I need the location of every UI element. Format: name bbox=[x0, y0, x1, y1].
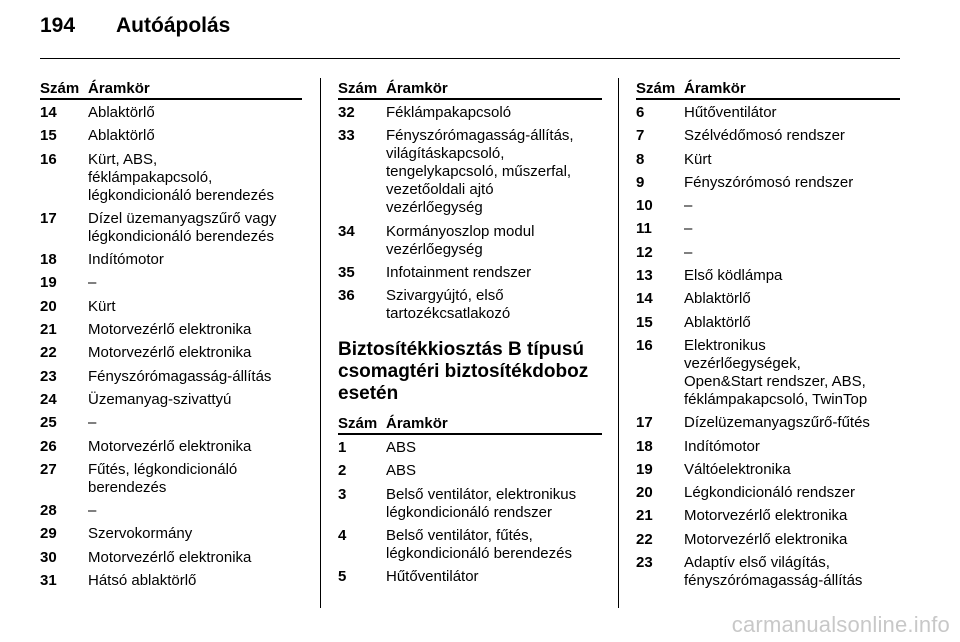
fuse-number: 6 bbox=[636, 104, 645, 121]
fuse-table-column-2 bbox=[338, 80, 602, 592]
circuit-description: Kürt bbox=[684, 150, 712, 168]
circuit-description: Belső ventilátor, fűtés, légkondicionáló berendezés bbox=[386, 527, 572, 563]
fuse-number: 29 bbox=[40, 525, 57, 543]
table-row bbox=[636, 127, 900, 145]
fuse-number: 17 bbox=[636, 414, 653, 432]
header-divider bbox=[40, 58, 900, 59]
circuit-description: Hűtőventilátor bbox=[386, 568, 479, 586]
table-row bbox=[40, 572, 302, 590]
column-divider bbox=[320, 78, 321, 608]
header-circuit: Áramkör bbox=[386, 415, 448, 433]
fuse-number: 10 bbox=[636, 197, 653, 215]
fuse-number: 14 bbox=[636, 290, 653, 308]
fuse-number: 35 bbox=[338, 263, 355, 281]
fuse-number: 21 bbox=[40, 321, 57, 339]
circuit-description: Első ködlámpa bbox=[684, 267, 783, 285]
table-row bbox=[338, 462, 602, 480]
fuse-number: 3 bbox=[338, 485, 347, 503]
circuit-description: ABS bbox=[386, 462, 417, 480]
table-row bbox=[636, 174, 900, 192]
table-row bbox=[636, 314, 900, 332]
circuit-description: Ablaktörlő bbox=[684, 290, 751, 308]
table-row bbox=[636, 151, 900, 169]
circuit-description: Üzemanyag-szivattyú bbox=[88, 390, 232, 408]
table-row bbox=[636, 414, 900, 432]
circuit-description: Szivargyújtó, első tartozékcsatlakozó bbox=[386, 287, 511, 323]
header-num: Szám bbox=[338, 415, 378, 433]
fuse-number: 18 bbox=[636, 437, 653, 455]
table-row bbox=[338, 127, 602, 217]
circuit-description: Fényszórómagasság-állítás, világításkapcsoló, tengelykapcsoló, műszerfal, vezetőoldali ajtó vezérlőegység bbox=[386, 127, 574, 217]
fuse-number: 8 bbox=[636, 150, 645, 168]
table-row bbox=[40, 210, 302, 246]
table-row bbox=[636, 220, 900, 238]
fuse-number: 19 bbox=[636, 460, 653, 478]
table-row bbox=[636, 461, 900, 479]
fuse-number: 18 bbox=[40, 251, 57, 269]
fuse-number: 25 bbox=[40, 414, 57, 432]
circuit-description: – bbox=[684, 220, 693, 238]
table-row bbox=[338, 264, 602, 282]
fuse-number: 15 bbox=[636, 313, 653, 331]
header-circuit: Áramkör bbox=[386, 80, 448, 97]
table-row bbox=[40, 525, 302, 543]
header-num: Szám bbox=[338, 80, 378, 97]
table-row bbox=[40, 251, 302, 269]
circuit-description: ABS bbox=[386, 439, 417, 457]
circuit-description: – bbox=[88, 414, 97, 432]
fuse-number: 28 bbox=[40, 502, 57, 520]
fuse-number: 16 bbox=[636, 336, 653, 354]
circuit-description: Motorvezérlő elektronika bbox=[684, 507, 848, 525]
fuse-number: 15 bbox=[40, 127, 57, 145]
circuit-description: Motorvezérlő elektronika bbox=[88, 321, 252, 339]
fuse-number: 5 bbox=[338, 568, 347, 586]
circuit-description: Váltóelektronika bbox=[684, 460, 791, 478]
fuse-table-column-3 bbox=[636, 80, 900, 595]
circuit-description: Hűtőventilátor bbox=[684, 104, 777, 121]
fuse-number: 30 bbox=[40, 548, 57, 566]
table-row bbox=[636, 507, 900, 525]
fuse-number: 1 bbox=[338, 439, 347, 457]
table-row bbox=[636, 337, 900, 409]
table-row bbox=[338, 223, 602, 259]
fuse-number: 26 bbox=[40, 437, 57, 455]
fuse-rows bbox=[338, 104, 602, 323]
circuit-description: Légkondicionáló rendszer bbox=[684, 484, 855, 502]
header-num: Szám bbox=[40, 80, 80, 97]
fuse-rows bbox=[40, 104, 302, 590]
table-row bbox=[636, 290, 900, 308]
fuse-number: 32 bbox=[338, 104, 355, 121]
circuit-description: Elektronikus vezérlőegységek, Open&Start rendszer, ABS, féklámpakapcsoló, TwinTop bbox=[684, 336, 868, 408]
circuit-description: Ablaktörlő bbox=[88, 104, 155, 121]
fuse-number: 21 bbox=[636, 507, 653, 525]
circuit-description: Ablaktörlő bbox=[684, 313, 751, 331]
table-row bbox=[40, 344, 302, 362]
circuit-description: Motorvezérlő elektronika bbox=[684, 530, 848, 548]
fuse-rows bbox=[338, 439, 602, 586]
fuse-number: 23 bbox=[636, 554, 653, 572]
fuse-number: 13 bbox=[636, 267, 653, 285]
table-row bbox=[338, 287, 602, 323]
circuit-description: – bbox=[684, 243, 693, 261]
table-header bbox=[40, 80, 302, 100]
circuit-description: – bbox=[88, 274, 97, 292]
table-row bbox=[40, 104, 302, 122]
circuit-description: Fényszórómosó rendszer bbox=[684, 173, 854, 191]
fuse-number: 23 bbox=[40, 367, 57, 385]
page-number: 194 bbox=[40, 14, 76, 37]
circuit-description: Hátsó ablaktörlő bbox=[88, 572, 197, 590]
fuse-number: 20 bbox=[636, 484, 653, 502]
circuit-description: Ablaktörlő bbox=[88, 127, 155, 145]
fuse-number: 24 bbox=[40, 390, 57, 408]
table-header bbox=[636, 80, 900, 100]
table-row bbox=[40, 368, 302, 386]
fuse-number: 36 bbox=[338, 287, 355, 305]
fuse-number: 27 bbox=[40, 460, 57, 478]
fuse-rows bbox=[636, 104, 900, 590]
table-row bbox=[636, 267, 900, 285]
circuit-description: Indítómotor bbox=[88, 251, 164, 269]
table-row bbox=[338, 486, 602, 522]
table-row bbox=[636, 554, 900, 590]
circuit-description: Fényszórómagasság-állítás bbox=[88, 367, 272, 385]
circuit-description: Fűtés, légkondicionáló berendezés bbox=[88, 460, 238, 496]
table-row bbox=[338, 527, 602, 563]
header-circuit: Áramkör bbox=[88, 80, 150, 97]
fuse-number: 9 bbox=[636, 173, 645, 191]
table-row bbox=[40, 438, 302, 456]
fuse-number: 16 bbox=[40, 150, 57, 168]
table-header bbox=[338, 415, 602, 435]
circuit-description: Motorvezérlő elektronika bbox=[88, 344, 252, 362]
table-row bbox=[636, 484, 900, 502]
fuse-number: 11 bbox=[636, 220, 652, 238]
fuse-table-column-1 bbox=[40, 80, 302, 595]
fuse-number: 2 bbox=[338, 462, 347, 480]
table-row bbox=[40, 549, 302, 567]
page-header bbox=[40, 14, 230, 44]
table-row bbox=[40, 127, 302, 145]
circuit-description: Dízelüzemanyagszűrő-fűtés bbox=[684, 414, 870, 432]
circuit-description: Motorvezérlő elektronika bbox=[88, 548, 252, 566]
header-num: Szám bbox=[636, 80, 676, 97]
fuse-number: 4 bbox=[338, 527, 347, 545]
circuit-description: Belső ventilátor, elektronikus légkondicionáló rendszer bbox=[386, 485, 577, 521]
table-row bbox=[40, 151, 302, 205]
circuit-description: – bbox=[88, 502, 97, 520]
fuse-number: 7 bbox=[636, 127, 645, 145]
fuse-number: 14 bbox=[40, 104, 57, 121]
fuse-number: 22 bbox=[40, 344, 57, 362]
table-header bbox=[338, 80, 602, 100]
table-row bbox=[40, 461, 302, 497]
table-row bbox=[40, 391, 302, 409]
table-row bbox=[40, 414, 302, 432]
circuit-description: Dízel üzemanyagszűrő vagy légkondicionáló berendezés bbox=[88, 209, 277, 245]
circuit-description: Kürt bbox=[88, 297, 116, 315]
circuit-description: Kürt, ABS, féklámpakapcsoló, légkondicionáló berendezés bbox=[88, 150, 274, 204]
table-row bbox=[40, 502, 302, 520]
table-row bbox=[338, 104, 602, 122]
header-circuit: Áramkör bbox=[684, 80, 746, 97]
section-heading: Biztosítékkiosztás B típusú csomagtéri biztosítékdoboz esetén bbox=[338, 339, 589, 405]
circuit-description: – bbox=[684, 197, 693, 215]
circuit-description: Féklámpakapcsoló bbox=[386, 104, 512, 121]
circuit-description: Indítómotor bbox=[684, 437, 760, 455]
page-title: Autóápolás bbox=[116, 14, 231, 37]
fuse-number: 17 bbox=[40, 209, 57, 227]
table-row bbox=[338, 439, 602, 457]
watermark: carmanualsonline.info bbox=[731, 612, 950, 637]
circuit-description: Kormányoszlop modul vezérlőegység bbox=[386, 222, 535, 258]
fuse-number: 20 bbox=[40, 297, 57, 315]
table-row bbox=[40, 298, 302, 316]
circuit-description: Szélvédőmosó rendszer bbox=[684, 127, 845, 145]
circuit-description: Szervokormány bbox=[88, 525, 193, 543]
fuse-number: 31 bbox=[40, 572, 57, 590]
table-row bbox=[636, 531, 900, 549]
table-row bbox=[40, 321, 302, 339]
table-row bbox=[636, 104, 900, 122]
fuse-number: 34 bbox=[338, 222, 355, 240]
circuit-description: Adaptív első világítás, fényszórómagasság-állítás bbox=[684, 554, 863, 590]
column-divider bbox=[618, 78, 619, 608]
table-row bbox=[338, 568, 602, 586]
fuse-number: 19 bbox=[40, 274, 57, 292]
table-row bbox=[636, 244, 900, 262]
fuse-number: 22 bbox=[636, 530, 653, 548]
table-row bbox=[636, 197, 900, 215]
circuit-description: Infotainment rendszer bbox=[386, 263, 532, 281]
table-row bbox=[636, 438, 900, 456]
fuse-number: 12 bbox=[636, 243, 653, 261]
circuit-description: Motorvezérlő elektronika bbox=[88, 437, 252, 455]
fuse-number: 33 bbox=[338, 127, 355, 145]
table-row bbox=[40, 274, 302, 292]
